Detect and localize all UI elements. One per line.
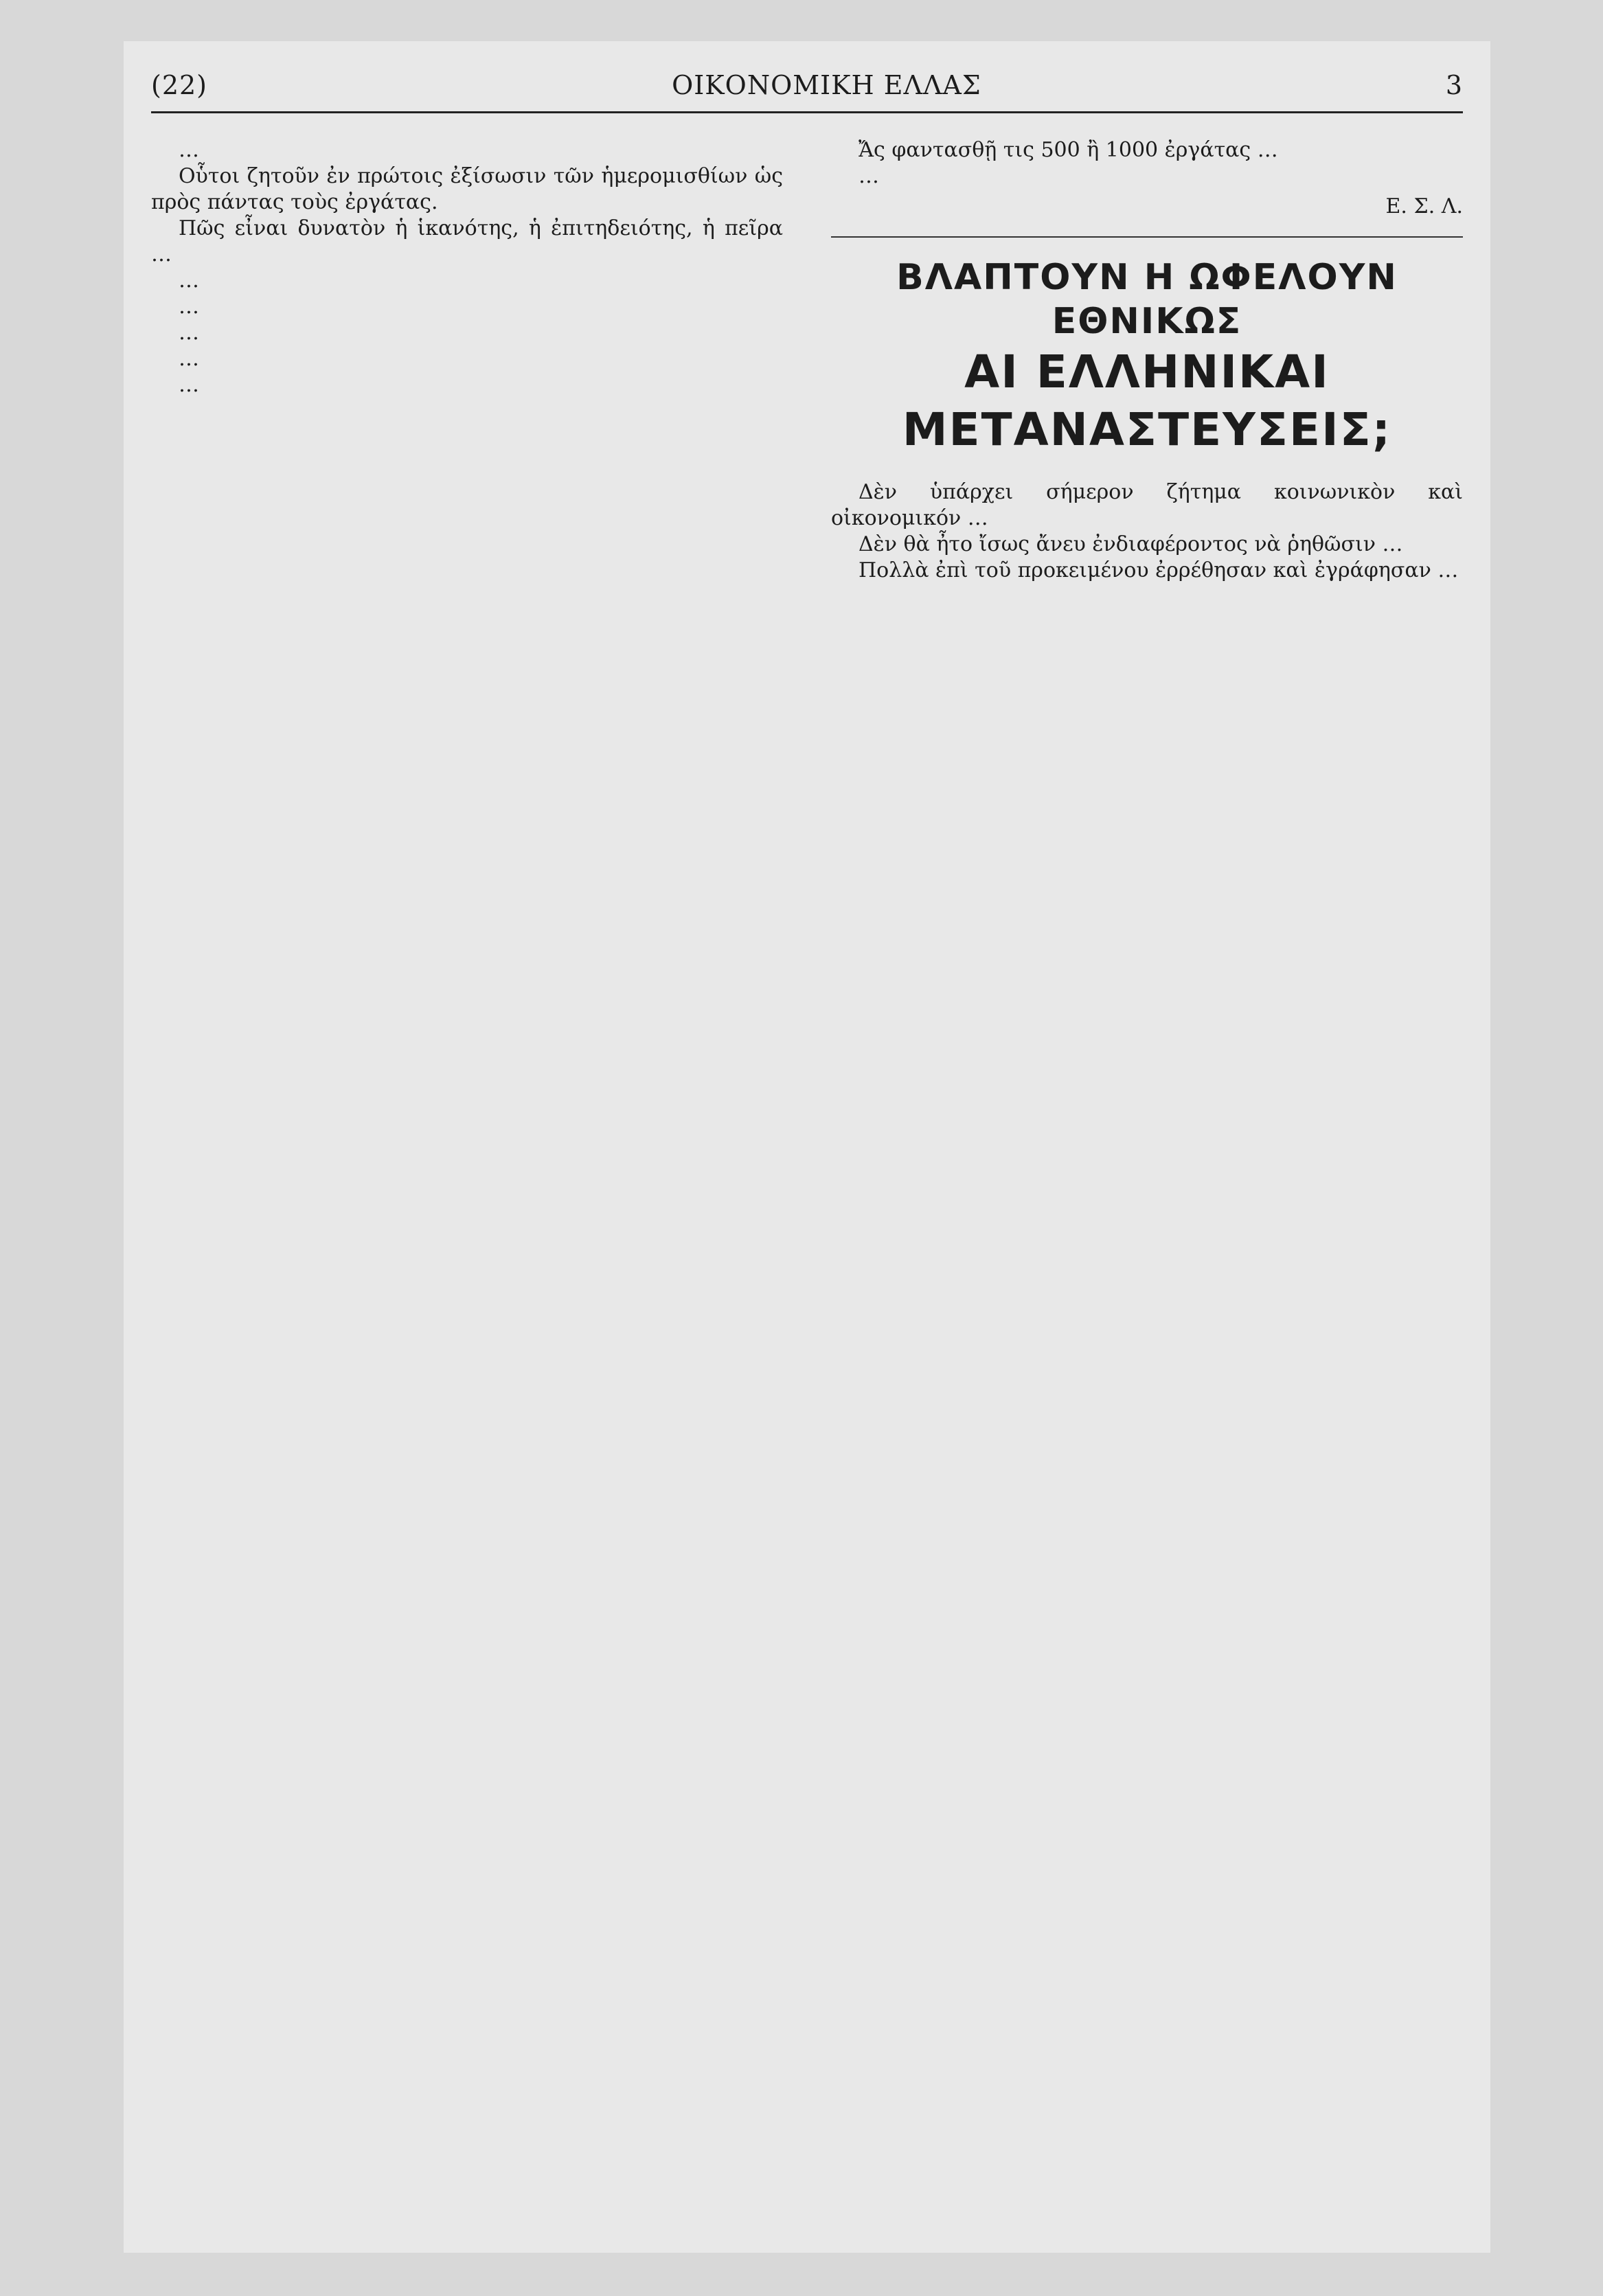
right-column bbox=[831, 137, 1463, 584]
left-column bbox=[151, 137, 783, 398]
page-number-right: 3 bbox=[1445, 70, 1463, 100]
right-paragraph-1: Ἄς φαντασθῇ τις 500 ἢ 1000 ἐργάτας … bbox=[859, 138, 1278, 162]
article-paragraph-2: Δὲν θὰ ἦτο ἴσως ἄνευ ἐνδιαφέροντος νὰ ῥηθῶσιν … bbox=[859, 532, 1403, 556]
article-headline-main: ΑΙ ΕΛΛΗΝΙΚΑΙ ΜΕΤΑΝΑΣΤΕΥΣΕΙΣ; bbox=[902, 345, 1392, 456]
left-paragraph-5: … bbox=[179, 295, 199, 319]
publication-title: ΟΙΚΟΝΟΜΙΚΗ ΕΛΛΑΣ bbox=[672, 70, 981, 100]
left-paragraph-4: … bbox=[179, 269, 199, 293]
page-header bbox=[151, 65, 1463, 106]
article-paragraph-1: Δὲν ὑπάρχει σήμερον ζήτημα κοινωνικὸν καὶ οἰκονομικόν … bbox=[831, 480, 1463, 530]
left-paragraph-1: … bbox=[179, 138, 199, 162]
right-paragraph-2: … bbox=[859, 164, 879, 188]
left-paragraph-7: … bbox=[179, 347, 199, 371]
header-rule bbox=[151, 111, 1463, 113]
left-paragraph-2: Οὗτοι ζητοῦν ἐν πρώτοις ἐξίσωσιν τῶν ἡμερομισθίων ὡς πρὸς πάντας τοὺς ἐργάτας. bbox=[151, 164, 783, 214]
section-divider bbox=[831, 236, 1463, 242]
left-paragraph-3: Πῶς εἶναι δυνατὸν ἡ ἱκανότης, ἡ ἐπιτηδειότης, ἡ πεῖρα … bbox=[151, 216, 783, 266]
left-paragraph-6: … bbox=[179, 321, 199, 345]
newspaper-page bbox=[124, 41, 1490, 2253]
left-paragraph-8: … bbox=[179, 373, 199, 397]
page-number-left: (22) bbox=[151, 70, 208, 100]
article-headline-top: ΒΛΑΠΤΟΥΝ Η ΩΦΕΛΟΥΝ ΕΘΝΙΚΩΣ bbox=[896, 257, 1398, 342]
article-paragraph-3: Πολλὰ ἐπὶ τοῦ προκειμένου ἐρρέθησαν καὶ ἐγράφησαν … bbox=[859, 558, 1459, 582]
article-signature: Ε. Σ. Λ. bbox=[1385, 194, 1463, 218]
